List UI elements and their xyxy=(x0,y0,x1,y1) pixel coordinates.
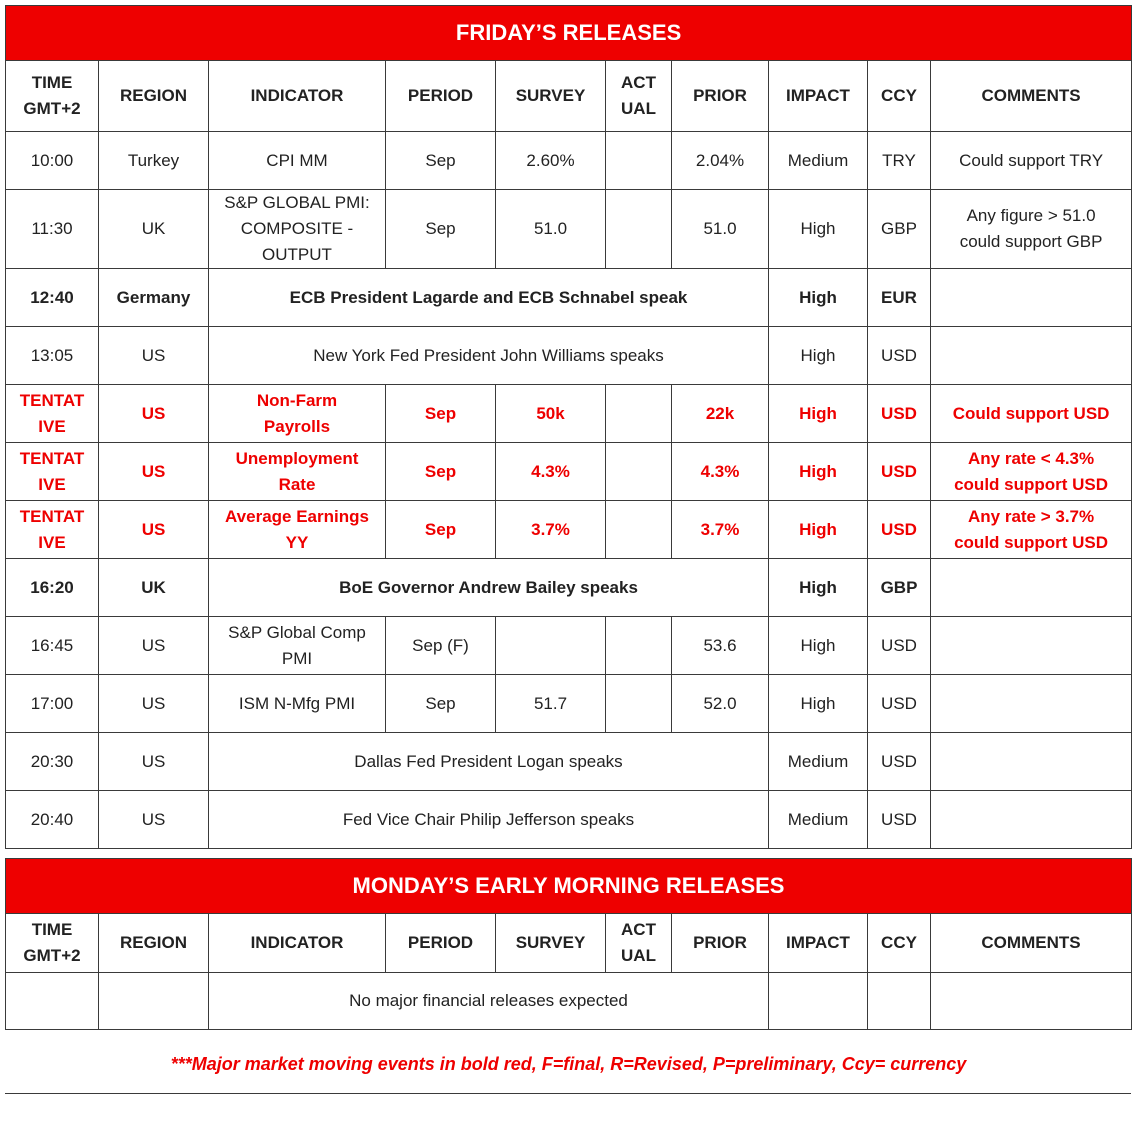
cell-event: Dallas Fed President Logan speaks xyxy=(209,733,769,791)
cell-time: TENTAT IVE xyxy=(6,385,99,443)
footnote: ***Major market moving events in bold red, F=final, R=Revised, P=preliminary, Ccy= currency xyxy=(170,1054,967,1074)
cell-ccy: GBP xyxy=(868,559,931,617)
cell-impact: High xyxy=(769,443,868,501)
table-row xyxy=(6,385,1132,443)
header-impact: IMPACT xyxy=(769,61,868,132)
cell-comments: Could support TRY xyxy=(931,132,1132,190)
table-row xyxy=(6,190,1132,269)
cell-survey: 50k xyxy=(496,385,606,443)
cell-ccy: USD xyxy=(868,385,931,443)
header-survey: SURVEY xyxy=(496,61,606,132)
cell-indicator: S&P Global Comp PMI xyxy=(209,617,386,675)
cell-comments xyxy=(931,559,1132,617)
cell-actual xyxy=(606,132,672,190)
cell-ccy: USD xyxy=(868,791,931,849)
cell-indicator: ISM N-Mfg PMI xyxy=(209,675,386,733)
divider xyxy=(5,1093,1131,1094)
cell-prior: 51.0 xyxy=(672,190,769,269)
cell-actual xyxy=(606,443,672,501)
cell-period: Sep xyxy=(386,190,496,269)
cell-time: TENTAT IVE xyxy=(6,501,99,559)
cell-region xyxy=(99,973,209,1030)
cell-survey xyxy=(496,617,606,675)
table-row xyxy=(6,791,1132,849)
header-comments: COMMENTS xyxy=(931,914,1132,973)
cell-region: US xyxy=(99,675,209,733)
table-row xyxy=(6,501,1132,559)
table-row xyxy=(6,675,1132,733)
cell-survey: 4.3% xyxy=(496,443,606,501)
cell-event: ECB President Lagarde and ECB Schnabel speak xyxy=(209,269,769,327)
cell-impact: High xyxy=(769,675,868,733)
header-region: REGION xyxy=(99,914,209,973)
cell-comments xyxy=(931,791,1132,849)
cell-ccy: USD xyxy=(868,617,931,675)
cell-region: US xyxy=(99,617,209,675)
cell-region: Germany xyxy=(99,269,209,327)
header-indicator: INDICATOR xyxy=(209,914,386,973)
table-row xyxy=(6,733,1132,791)
cell-region: US xyxy=(99,501,209,559)
cell-comments xyxy=(931,973,1132,1030)
cell-time: 16:20 xyxy=(6,559,99,617)
cell-impact: High xyxy=(769,190,868,269)
cell-period: Sep (F) xyxy=(386,617,496,675)
header-comments: COMMENTS xyxy=(931,61,1132,132)
cell-time: 13:05 xyxy=(6,327,99,385)
cell-time: TENTAT IVE xyxy=(6,443,99,501)
header-ccy: CCY xyxy=(868,914,931,973)
table-row xyxy=(6,973,1132,1030)
cell-region: US xyxy=(99,733,209,791)
cell-time: 20:40 xyxy=(6,791,99,849)
cell-period: Sep xyxy=(386,675,496,733)
cell-time: 11:30 xyxy=(6,190,99,269)
cell-ccy: USD xyxy=(868,327,931,385)
cell-event: No major financial releases expected xyxy=(209,973,769,1030)
cell-survey: 51.7 xyxy=(496,675,606,733)
header-survey: SURVEY xyxy=(496,914,606,973)
header-actual: ACT UAL xyxy=(606,61,672,132)
cell-period: Sep xyxy=(386,132,496,190)
cell-period: Sep xyxy=(386,443,496,501)
cell-impact: High xyxy=(769,269,868,327)
cell-comments: Any rate > 3.7% could support USD xyxy=(931,501,1132,559)
header-impact: IMPACT xyxy=(769,914,868,973)
cell-comments: Any figure > 51.0 could support GBP xyxy=(931,190,1132,269)
cell-survey: 2.60% xyxy=(496,132,606,190)
monday-title: MONDAY’S EARLY MORNING RELEASES xyxy=(6,859,1132,914)
cell-actual xyxy=(606,501,672,559)
cell-event: New York Fed President John Williams speaks xyxy=(209,327,769,385)
header-ccy: CCY xyxy=(868,61,931,132)
header-region: REGION xyxy=(99,61,209,132)
cell-region: US xyxy=(99,327,209,385)
cell-event: BoE Governor Andrew Bailey speaks xyxy=(209,559,769,617)
cell-region: UK xyxy=(99,190,209,269)
cell-time: 17:00 xyxy=(6,675,99,733)
cell-indicator: CPI MM xyxy=(209,132,386,190)
cell-event: Fed Vice Chair Philip Jefferson speaks xyxy=(209,791,769,849)
cell-actual xyxy=(606,617,672,675)
header-period: PERIOD xyxy=(386,914,496,973)
cell-comments xyxy=(931,617,1132,675)
cell-impact: High xyxy=(769,559,868,617)
cell-impact: High xyxy=(769,501,868,559)
cell-indicator: Unemployment Rate xyxy=(209,443,386,501)
header-actual: ACT UAL xyxy=(606,914,672,973)
header-period: PERIOD xyxy=(386,61,496,132)
cell-impact: High xyxy=(769,617,868,675)
cell-time: 12:40 xyxy=(6,269,99,327)
cell-indicator: Non-Farm Payrolls xyxy=(209,385,386,443)
cell-region: US xyxy=(99,791,209,849)
cell-region: US xyxy=(99,385,209,443)
cell-prior: 4.3% xyxy=(672,443,769,501)
table-row xyxy=(6,443,1132,501)
cell-region: UK xyxy=(99,559,209,617)
cell-ccy: TRY xyxy=(868,132,931,190)
cell-comments xyxy=(931,327,1132,385)
cell-prior: 3.7% xyxy=(672,501,769,559)
cell-ccy: EUR xyxy=(868,269,931,327)
cell-region: Turkey xyxy=(99,132,209,190)
cell-impact: Medium xyxy=(769,733,868,791)
monday-releases-table xyxy=(5,858,1132,1030)
header-prior: PRIOR xyxy=(672,914,769,973)
cell-prior: 53.6 xyxy=(672,617,769,675)
header-indicator: INDICATOR xyxy=(209,61,386,132)
cell-indicator: Average Earnings YY xyxy=(209,501,386,559)
cell-time xyxy=(6,973,99,1030)
header-prior: PRIOR xyxy=(672,61,769,132)
header-time: TIME GMT+2 xyxy=(6,61,99,132)
cell-period: Sep xyxy=(386,385,496,443)
table-row xyxy=(6,559,1132,617)
cell-actual xyxy=(606,190,672,269)
cell-period: Sep xyxy=(386,501,496,559)
table-row xyxy=(6,132,1132,190)
table-row xyxy=(6,269,1132,327)
cell-time: 10:00 xyxy=(6,132,99,190)
cell-ccy: USD xyxy=(868,733,931,791)
header-time: TIME GMT+2 xyxy=(6,914,99,973)
cell-impact: Medium xyxy=(769,132,868,190)
cell-ccy: USD xyxy=(868,443,931,501)
cell-actual xyxy=(606,675,672,733)
friday-title: FRIDAY’S RELEASES xyxy=(6,6,1132,61)
cell-impact xyxy=(769,973,868,1030)
cell-ccy: USD xyxy=(868,501,931,559)
cell-survey: 51.0 xyxy=(496,190,606,269)
cell-prior: 2.04% xyxy=(672,132,769,190)
cell-time: 16:45 xyxy=(6,617,99,675)
cell-impact: High xyxy=(769,385,868,443)
cell-comments xyxy=(931,269,1132,327)
table-row xyxy=(6,327,1132,385)
cell-ccy: GBP xyxy=(868,190,931,269)
cell-survey: 3.7% xyxy=(496,501,606,559)
cell-comments: Any rate < 4.3% could support USD xyxy=(931,443,1132,501)
cell-comments: Could support USD xyxy=(931,385,1132,443)
cell-prior: 22k xyxy=(672,385,769,443)
cell-ccy xyxy=(868,973,931,1030)
cell-region: US xyxy=(99,443,209,501)
cell-ccy: USD xyxy=(868,675,931,733)
cell-impact: Medium xyxy=(769,791,868,849)
cell-comments xyxy=(931,733,1132,791)
cell-actual xyxy=(606,385,672,443)
cell-indicator: S&P GLOBAL PMI: COMPOSITE - OUTPUT xyxy=(209,190,386,269)
table-row xyxy=(6,617,1132,675)
cell-impact: High xyxy=(769,327,868,385)
friday-releases-table xyxy=(5,5,1132,849)
cell-prior: 52.0 xyxy=(672,675,769,733)
cell-time: 20:30 xyxy=(6,733,99,791)
cell-comments xyxy=(931,675,1132,733)
